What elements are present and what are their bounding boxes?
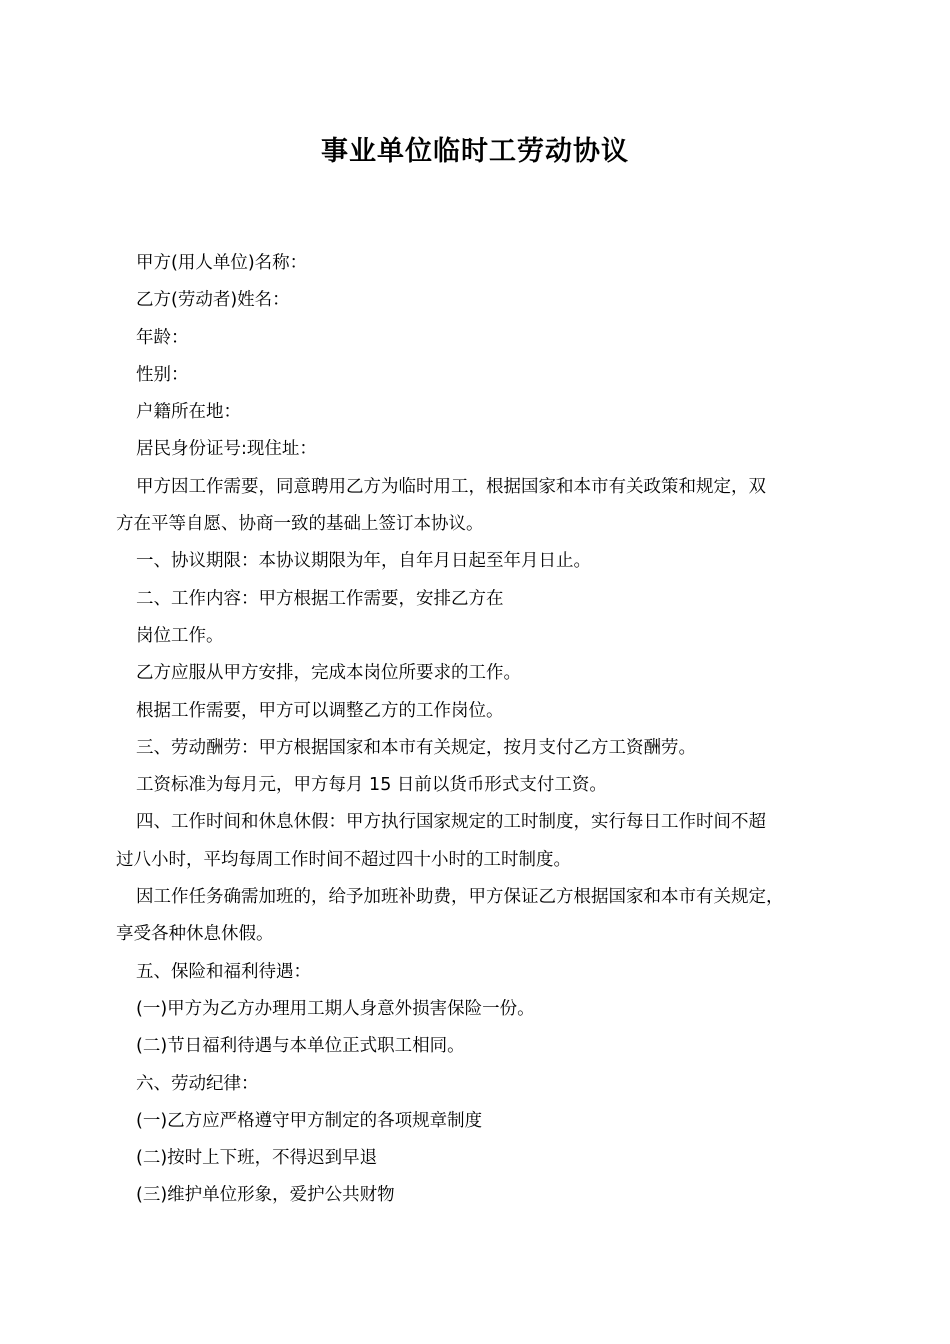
clause-6-heading: 六、劳动纪律： <box>136 1073 259 1094</box>
clause-3-remuneration: 三、劳动酬劳：甲方根据国家和本市有关规定，按月支付乙方工资酬劳。 <box>136 737 696 758</box>
clause-1-term: 一、协议期限：本协议期限为年，自年月日起至年月日止。 <box>136 551 591 572</box>
clause-6-item-3: (三)维护单位形象，爱护公共财物 <box>136 1185 395 1206</box>
clause-2-adjust: 根据工作需要，甲方可以调整乙方的工作岗位。 <box>136 700 504 721</box>
preamble-line-1: 甲方因工作需要，同意聘用乙方为临时用工，根据国家和本市有关政策和规定，双 <box>136 476 766 497</box>
clause-4-overtime-2: 享受各种休息休假。 <box>116 924 274 945</box>
clause-3-wage-standard: 工资标准为每月元，甲方每月 15 日前以货币形式支付工资。 <box>136 775 607 796</box>
gender-line: 性别： <box>136 364 189 385</box>
document-body <box>116 245 851 1215</box>
party-a-name-line: 甲方(用人单位)名称： <box>136 253 308 273</box>
clause-5-item-2: (二)节日福利待遇与本单位正式职工相同。 <box>136 1036 465 1057</box>
id-number-address-line: 居民身份证号:现住址： <box>136 439 317 460</box>
clause-4-overtime-1: 因工作任务确需加班的，给予加班补助费，甲方保证乙方根据国家和本市有关规定， <box>136 887 784 908</box>
clause-2-work-content: 二、工作内容：甲方根据工作需要，安排乙方在 <box>136 588 504 609</box>
clause-6-item-1: (一)乙方应严格遵守甲方制定的各项规章制度 <box>136 1110 483 1131</box>
clause-2-obey: 乙方应服从甲方安排，完成本岗位所要求的工作。 <box>136 663 521 684</box>
preamble-line-2: 方在平等自愿、协商一致的基础上签订本协议。 <box>116 514 484 535</box>
party-b-name-line: 乙方(劳动者)姓名： <box>136 290 290 311</box>
household-registration-line: 户籍所在地： <box>136 402 241 423</box>
clause-5-heading: 五、保险和福利待遇： <box>136 961 311 982</box>
clause-5-item-1: (一)甲方为乙方办理用工期人身意外损害保险一份。 <box>136 998 535 1019</box>
clause-6-item-2: (二)按时上下班，不得迟到早退 <box>136 1148 378 1169</box>
clause-4-working-hours-1: 四、工作时间和休息休假：甲方执行国家规定的工时制度，实行每日工作时间不超 <box>136 812 766 833</box>
age-line: 年龄： <box>136 327 189 348</box>
clause-4-working-hours-2: 过八小时，平均每周工作时间不超过四十小时的工时制度。 <box>116 849 571 870</box>
document-title: 事业单位临时工劳动协议 <box>321 136 629 167</box>
clause-2-position: 岗位工作。 <box>136 625 224 646</box>
